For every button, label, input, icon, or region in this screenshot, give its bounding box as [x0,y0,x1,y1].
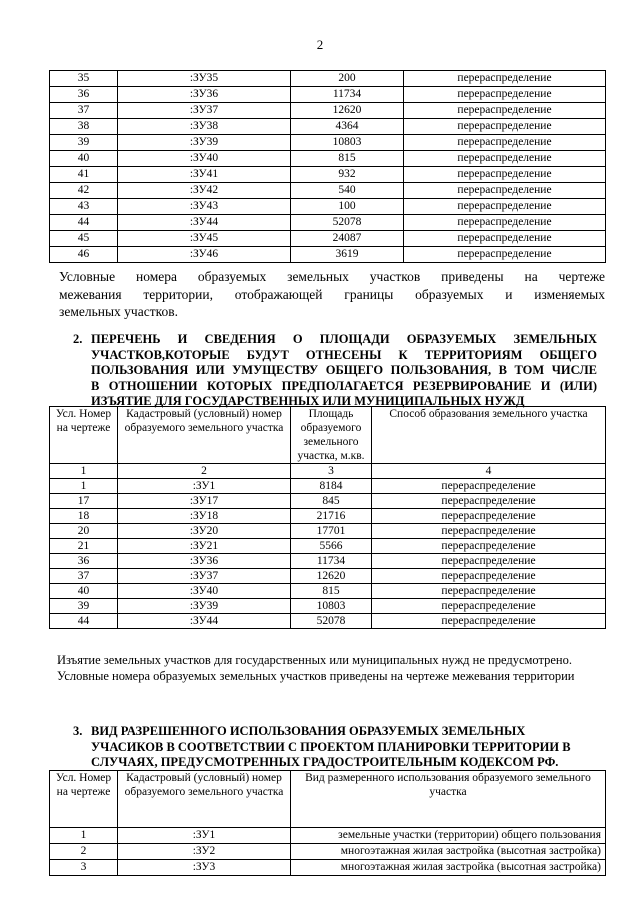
column-header: Кадастровый (условный) номер образуемого земельного участка [118,771,291,828]
table-cell: :ЗУ43 [118,199,291,215]
table-cell: перераспределение [372,554,606,569]
table-cell: 21 [50,539,118,554]
table-cell: 40 [50,584,118,599]
table-row [50,199,606,215]
table-cell: 39 [50,135,118,151]
table-cell: многоэтажная жилая застройка (высотная застройка) [291,860,606,876]
table-cell: 4364 [291,119,404,135]
table-cell: перераспределение [404,87,606,103]
heading-line: УЧАСИКОВ В СООТВЕТСТВИИ С ПРОЕКТОМ ПЛАНИРОВКИ ТЕРРИТОРИИ В [91,739,571,754]
table-cell: земельные участки (территории) общего пользования [291,828,606,844]
table-cell: 35 [50,71,118,87]
table-cell: :ЗУ44 [118,215,291,231]
table-row [50,539,606,554]
table-cell: перераспределение [404,231,606,247]
table-cell: перераспределение [372,614,606,629]
table-cell: 3619 [291,247,404,263]
table-row [50,569,606,584]
table-cell: :ЗУ1 [118,479,291,494]
column-number: 3 [291,464,372,479]
table-cell: перераспределение [372,569,606,584]
section-2-heading [73,332,597,410]
table-cell: 37 [50,569,118,584]
table-row [50,103,606,119]
table-cell: 2 [50,844,118,860]
paragraph-line: земельных участков. [59,304,178,319]
table-row [50,87,606,103]
table-cell: 38 [50,119,118,135]
table-cell: 200 [291,71,404,87]
paragraph-conditional-numbers [59,268,605,321]
table-cell: 12620 [291,569,372,584]
table-cell: 1 [50,479,118,494]
table-row [50,614,606,629]
table-cell: 45 [50,231,118,247]
heading-line: ВИД РАЗРЕШЕННОГО ИСПОЛЬЗОВАНИЯ ОБРАЗУЕМЫХ ЗЕМЕЛЬНЫХ [91,724,526,738]
column-header: Усл. Номер на чертеже [50,407,118,464]
table-cell: :ЗУ40 [118,584,291,599]
heading-line: СЛУЧАЯХ, ПРЕДУСМОТРЕННЫХ ГРАДОСТРОИТЕЛЬНЫМ КОДЕКСОМ РФ. [91,755,559,769]
table-cell: 932 [291,167,404,183]
table-cell: 17701 [291,524,372,539]
table-cell: :ЗУ37 [118,569,291,584]
table-cell: 1 [50,828,118,844]
table-cell: :ЗУ39 [118,135,291,151]
table-cell: 18 [50,509,118,524]
table-cell: 44 [50,614,118,629]
paragraph-line: межевания территории, отображающей границы образуемых и изменяемых [59,286,605,302]
table-cell: 42 [50,183,118,199]
table-cell: :ЗУ20 [118,524,291,539]
heading-line: ИЗЪЯТИЕ ДЛЯ ГОСУДАРСТВЕННЫХ ИЛИ МУНИЦИПАЛЬНЫХ НУЖД [91,394,525,408]
table-cell: перераспределение [404,215,606,231]
column-header: Способ образования земельного участка [372,407,606,464]
table-cell: многоэтажная жилая застройка (высотная застройка) [291,844,606,860]
table-cell: :ЗУ18 [118,509,291,524]
table-cell: перераспределение [404,71,606,87]
table-cell: перераспределение [372,539,606,554]
table-cell: :ЗУ41 [118,167,291,183]
table-cell: 41 [50,167,118,183]
note-no-withdrawal: Изъятие земельных участков для государственных или муниципальных нужд не предусмотрено. [57,653,572,667]
table-cell: 11734 [291,87,404,103]
heading-line: ПОЛЬЗОВАНИЯ ИЛИ УМУЩЕСТВУ ОБЩЕГО ПОЛЬЗОВАНИЯ, В ТОМ ЧИСЛЕ [91,363,597,377]
table-permitted-use [49,770,606,876]
table-row [50,828,606,844]
table-cell: 43 [50,199,118,215]
table-cell: 815 [291,584,372,599]
table-cell: :ЗУ1 [118,828,291,844]
table-row [50,231,606,247]
page-number: 2 [316,37,324,52]
table-cell: перераспределение [372,494,606,509]
table-cell: 46 [50,247,118,263]
table-cell: 540 [291,183,404,199]
table-cell: 36 [50,87,118,103]
table-cell: перераспределение [404,151,606,167]
table-row [50,119,606,135]
table-cell: :ЗУ40 [118,151,291,167]
table-cell: 12620 [291,103,404,119]
table-cell: 8184 [291,479,372,494]
section-number: 3. [73,724,83,738]
table-cell: 44 [50,215,118,231]
table-cell: :ЗУ42 [118,183,291,199]
table-cell: 17 [50,494,118,509]
table-cell: 20 [50,524,118,539]
table-row [50,860,606,876]
column-header: Вид размеренного использования образуемого земельного участка [291,771,606,828]
table-cell: 39 [50,599,118,614]
column-number: 4 [372,464,606,479]
table-cell: :ЗУ35 [118,71,291,87]
table-row [50,151,606,167]
table-cell: :ЗУ46 [118,247,291,263]
table-cell: перераспределение [404,103,606,119]
table-cell: 24087 [291,231,404,247]
table-cell: перераспределение [404,167,606,183]
table-cell: 52078 [291,614,372,629]
table-cell: перераспределение [372,509,606,524]
paragraph-line: Условные номера образуемых земельных участков приведены на чертеже [59,269,605,284]
table-row [50,247,606,263]
column-header: Площадь образуемого земельного участка, м.кв. [291,407,372,464]
table-cell: 37 [50,103,118,119]
table-cell: перераспределение [372,599,606,614]
column-header: Кадастровый (условный) номер образуемого земельного участка [118,407,291,464]
table-row [50,844,606,860]
table-cell: 21716 [291,509,372,524]
table-cell: 100 [291,199,404,215]
table-row [50,167,606,183]
section-number: 2. [73,332,83,346]
table-cell: перераспределение [404,199,606,215]
table-cell: 5566 [291,539,372,554]
table-land-plots-continued [49,70,606,263]
table-cell: 3 [50,860,118,876]
column-header: Усл. Номер на чертеже [50,771,118,828]
heading-line: УЧАСТКОВ,КОТОРЫЕ БУДУТ ОТНЕСЕНЫ К ТЕРРИТОРИЯМ ОБЩЕГО [91,347,597,362]
table-row [50,135,606,151]
table-cell: :ЗУ3 [118,860,291,876]
table-row [50,494,606,509]
column-number: 1 [50,464,118,479]
table-cell: 52078 [291,215,404,231]
table-cell: 815 [291,151,404,167]
table-cell: перераспределение [404,183,606,199]
table-row [50,524,606,539]
table-row [50,183,606,199]
table-cell: перераспределение [404,247,606,263]
table-cell: :ЗУ37 [118,103,291,119]
table-cell: перераспределение [372,524,606,539]
table-cell: 845 [291,494,372,509]
table-row [50,479,606,494]
table-cell: 10803 [291,135,404,151]
heading-line: В ОТНОШЕНИИ КОТОРЫХ ПРЕДПОЛАГАЕТСЯ РЕЗЕРВИРОВАНИЕ И (ИЛИ) [91,378,597,393]
table-row [50,584,606,599]
table-row [50,554,606,569]
column-number: 2 [118,464,291,479]
table-cell: :ЗУ45 [118,231,291,247]
table-cell: 40 [50,151,118,167]
table-public-use-plots [49,406,606,629]
table-row [50,215,606,231]
table-cell: перераспределение [404,135,606,151]
heading-line: ПЕРЕЧЕНЬ И СВЕДЕНИЯ О ПЛОЩАДИ ОБРАЗУЕМЫХ ЗЕМЕЛЬНЫХ [91,332,597,346]
table-cell: :ЗУ2 [118,844,291,860]
table-cell: :ЗУ44 [118,614,291,629]
table-cell: 11734 [291,554,372,569]
table-cell: перераспределение [372,479,606,494]
table-cell: :ЗУ17 [118,494,291,509]
table-cell: :ЗУ39 [118,599,291,614]
table-row [50,509,606,524]
table-cell: 10803 [291,599,372,614]
table-cell: :ЗУ38 [118,119,291,135]
section-3-heading [73,724,591,771]
note-conditional-numbers: Условные номера образуемых земельных участков приведены на чертеже межевания территории [57,669,575,683]
table-row [50,599,606,614]
table-cell: :ЗУ36 [118,554,291,569]
table-cell: 36 [50,554,118,569]
table-row [50,71,606,87]
table-cell: перераспределение [372,584,606,599]
table-cell: :ЗУ36 [118,87,291,103]
table-cell: перераспределение [404,119,606,135]
table-cell: :ЗУ21 [118,539,291,554]
